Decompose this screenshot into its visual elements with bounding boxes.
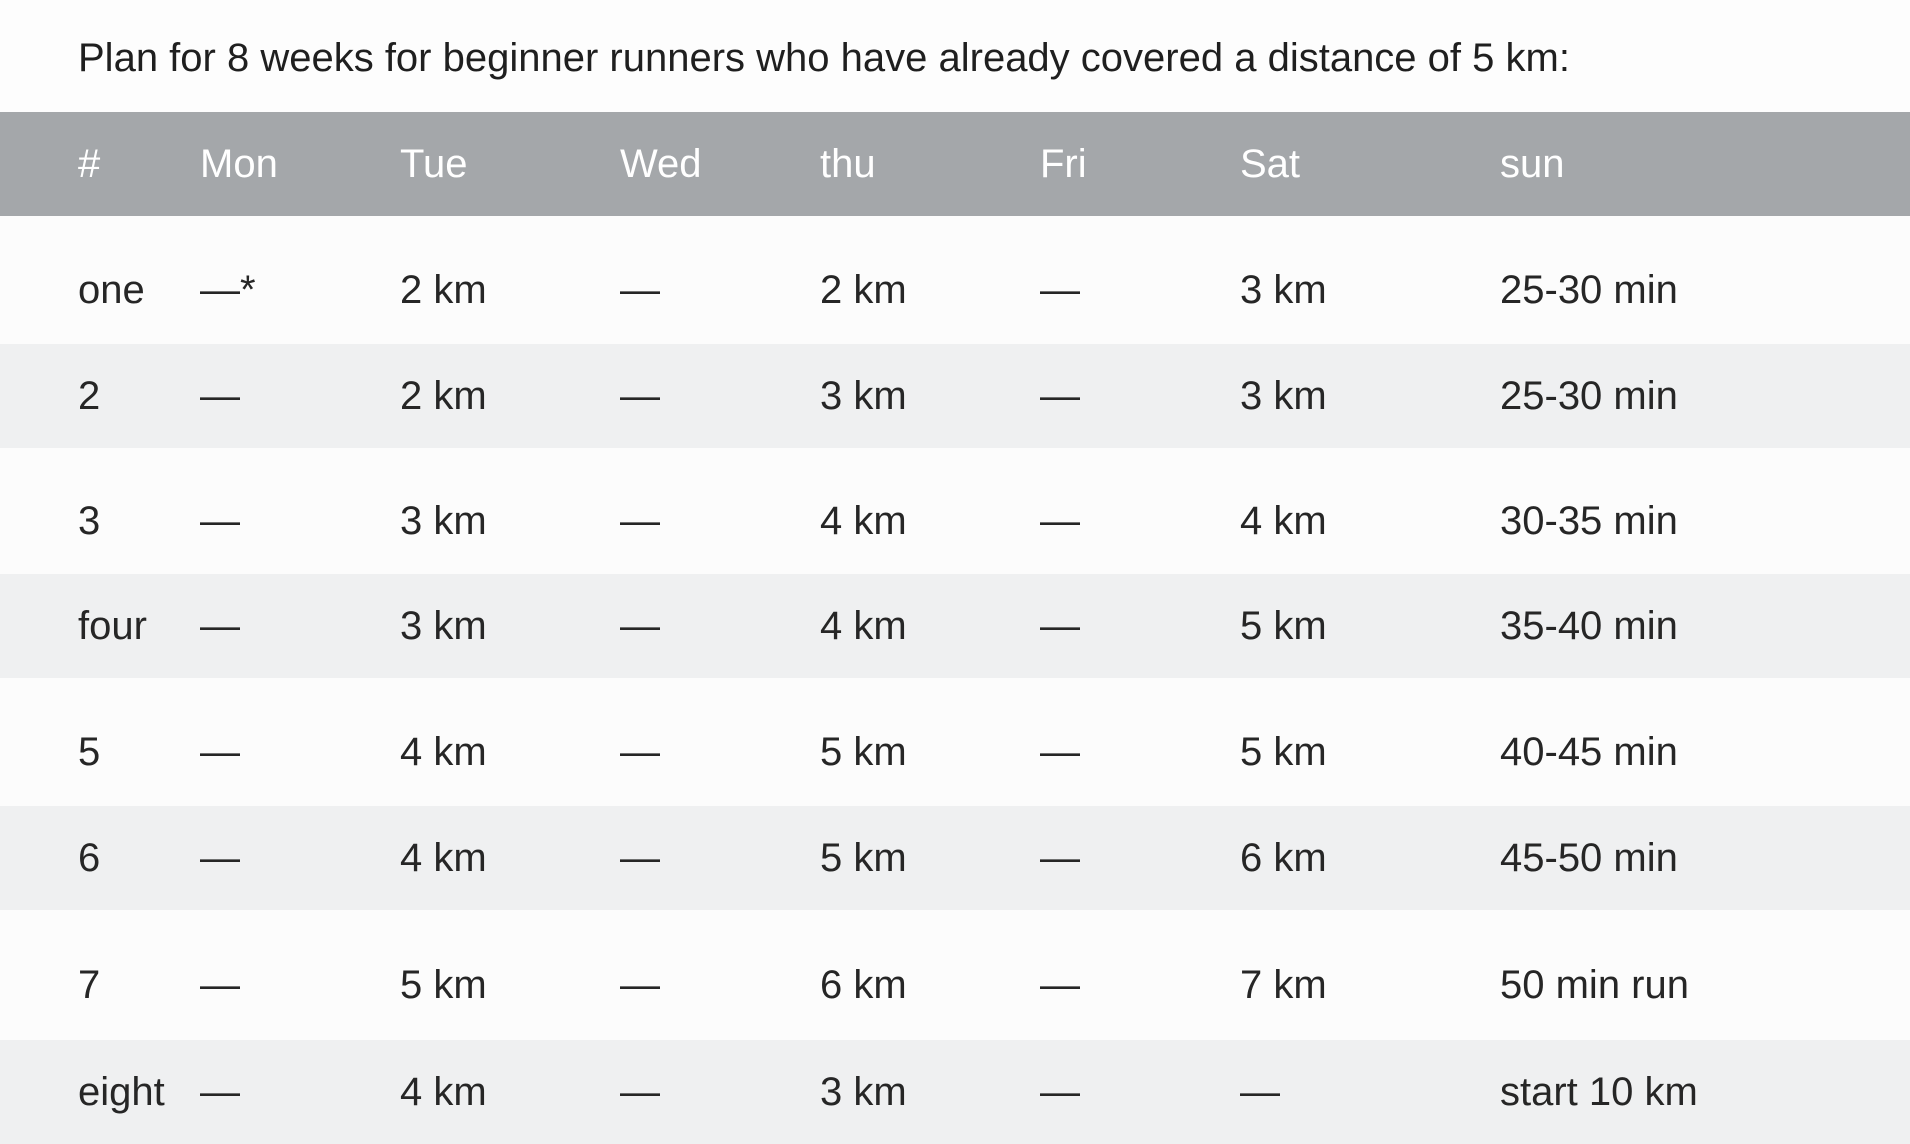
cell-week: 6 <box>78 835 101 880</box>
cell-thu: 2 km <box>820 267 907 312</box>
table-row <box>0 574 1910 678</box>
cell-fri: — <box>1040 1069 1080 1114</box>
cell-sat: — <box>1240 1069 1280 1114</box>
header-thu: thu <box>820 141 876 186</box>
cell-sun: start 10 km <box>1500 1069 1698 1114</box>
cell-mon: — <box>200 498 240 543</box>
cell-mon: — <box>200 1069 240 1114</box>
table-row <box>0 678 1910 806</box>
cell-tue: 4 km <box>400 729 487 774</box>
header-wed: Wed <box>620 141 702 186</box>
cell-sun: 25-30 min <box>1500 267 1678 312</box>
cell-fri: — <box>1040 373 1080 418</box>
cell-tue: 5 km <box>400 962 487 1007</box>
cell-sun: 25-30 min <box>1500 373 1678 418</box>
cell-sat: 4 km <box>1240 498 1327 543</box>
cell-mon: — <box>200 373 240 418</box>
cell-sun: 35-40 min <box>1500 603 1678 648</box>
header-sun: sun <box>1500 141 1565 186</box>
cell-sat: 7 km <box>1240 962 1327 1007</box>
cell-wed: — <box>620 373 660 418</box>
cell-thu: 4 km <box>820 603 907 648</box>
cell-mon: —* <box>200 267 256 312</box>
cell-week: one <box>78 267 145 312</box>
cell-mon: — <box>200 835 240 880</box>
cell-week: 3 <box>78 498 101 543</box>
table-row <box>0 216 1910 344</box>
cell-wed: — <box>620 729 660 774</box>
header-mon: Mon <box>200 141 278 186</box>
cell-fri: — <box>1040 498 1080 543</box>
cell-mon: — <box>200 962 240 1007</box>
cell-thu: 5 km <box>820 835 907 880</box>
cell-sat: 3 km <box>1240 267 1327 312</box>
cell-fri: — <box>1040 603 1080 648</box>
cell-week: 2 <box>78 373 101 418</box>
cell-sun: 40-45 min <box>1500 729 1678 774</box>
cell-tue: 4 km <box>400 835 487 880</box>
cell-sat: 3 km <box>1240 373 1327 418</box>
cell-mon: — <box>200 729 240 774</box>
header-row <box>0 112 1910 216</box>
table-row <box>0 1040 1910 1144</box>
cell-wed: — <box>620 603 660 648</box>
cell-thu: 5 km <box>820 729 907 774</box>
cell-sun: 50 min run <box>1500 962 1689 1007</box>
cell-sat: 5 km <box>1240 729 1327 774</box>
intro-text: Plan for 8 weeks for beginner runners who have already covered a distance of 5 km: <box>78 36 1570 80</box>
cell-week: 7 <box>78 962 101 1007</box>
cell-tue: 4 km <box>400 1069 487 1114</box>
table-header <box>0 112 1910 216</box>
cell-week: eight <box>78 1069 165 1114</box>
cell-thu: 3 km <box>820 1069 907 1114</box>
cell-sun: 30-35 min <box>1500 498 1678 543</box>
cell-fri: — <box>1040 962 1080 1007</box>
header-tue: Tue <box>400 141 468 186</box>
cell-sun: 45-50 min <box>1500 835 1678 880</box>
cell-thu: 3 km <box>820 373 907 418</box>
cell-fri: — <box>1040 729 1080 774</box>
cell-week: 5 <box>78 729 101 774</box>
header-fri: Fri <box>1040 141 1087 186</box>
cell-wed: — <box>620 1069 660 1114</box>
cell-week: four <box>78 603 147 648</box>
cell-mon: — <box>200 603 240 648</box>
header-sat: Sat <box>1240 141 1301 186</box>
table-row <box>0 806 1910 910</box>
cell-tue: 2 km <box>400 373 487 418</box>
table-row <box>0 910 1910 1040</box>
training-plan-table <box>0 112 1910 1144</box>
table-body <box>0 216 1910 1144</box>
cell-wed: — <box>620 267 660 312</box>
cell-wed: — <box>620 498 660 543</box>
table-row <box>0 344 1910 448</box>
cell-sat: 6 km <box>1240 835 1327 880</box>
cell-thu: 4 km <box>820 498 907 543</box>
cell-wed: — <box>620 962 660 1007</box>
cell-wed: — <box>620 835 660 880</box>
cell-fri: — <box>1040 267 1080 312</box>
cell-fri: — <box>1040 835 1080 880</box>
table-row <box>0 448 1910 574</box>
cell-sat: 5 km <box>1240 603 1327 648</box>
header-week-number: # <box>78 141 101 186</box>
cell-thu: 6 km <box>820 962 907 1007</box>
cell-tue: 2 km <box>400 267 487 312</box>
cell-tue: 3 km <box>400 603 487 648</box>
cell-tue: 3 km <box>400 498 487 543</box>
